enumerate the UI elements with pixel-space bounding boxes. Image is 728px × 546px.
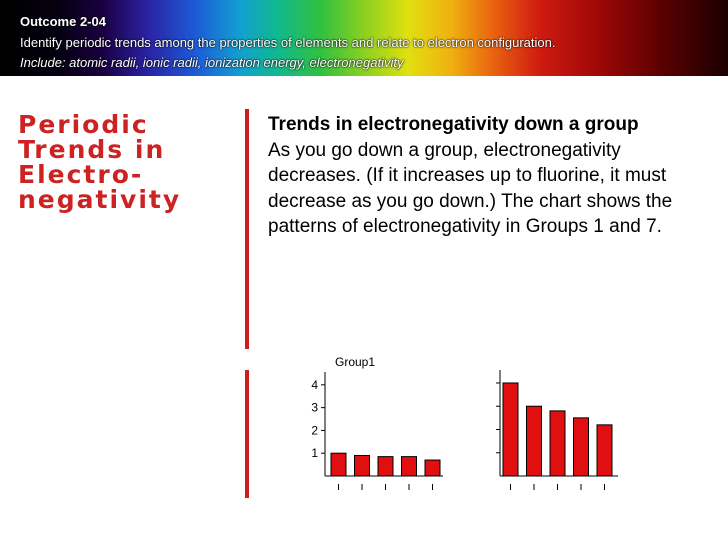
bar bbox=[402, 457, 417, 476]
divider-line-bottom bbox=[245, 370, 249, 498]
body-heading: Trends in electronegativity down a group bbox=[268, 114, 639, 135]
bar bbox=[503, 383, 518, 476]
bar bbox=[425, 460, 440, 476]
slide-body bbox=[268, 112, 708, 240]
bar bbox=[550, 411, 565, 476]
y-tick-label: 3 bbox=[311, 400, 318, 415]
y-tick-label: 2 bbox=[311, 423, 318, 438]
group7-chart bbox=[470, 350, 630, 500]
bar bbox=[574, 418, 589, 476]
chart-title: Group1 bbox=[334, 355, 376, 369]
outcome-include-note: Include: atomic radii, ionic radii, ionization energy, electronegativity bbox=[20, 55, 404, 70]
outcome-banner bbox=[0, 0, 728, 76]
divider-line-top bbox=[245, 109, 249, 349]
y-tick-label: 1 bbox=[311, 446, 318, 461]
bar bbox=[527, 406, 542, 476]
bar bbox=[331, 453, 346, 476]
slide-side-title: Periodic Trends in Electro- negativity bbox=[18, 110, 182, 214]
y-tick-label: 4 bbox=[311, 377, 318, 392]
group1-chart bbox=[295, 350, 455, 500]
bar bbox=[355, 455, 370, 476]
bar bbox=[378, 457, 393, 476]
bar bbox=[597, 425, 612, 476]
outcome-title: Outcome 2-04 bbox=[20, 14, 106, 29]
outcome-description: Identify periodic trends among the properties of elements and relate to electron configuration. bbox=[20, 35, 556, 50]
body-paragraph: As you go down a group, electronegativity decreases. (If it increases up to fluorine, it must decrease as you go down.) The chart shows the patterns of electronegativity in Groups 1 and 7. bbox=[268, 139, 673, 237]
